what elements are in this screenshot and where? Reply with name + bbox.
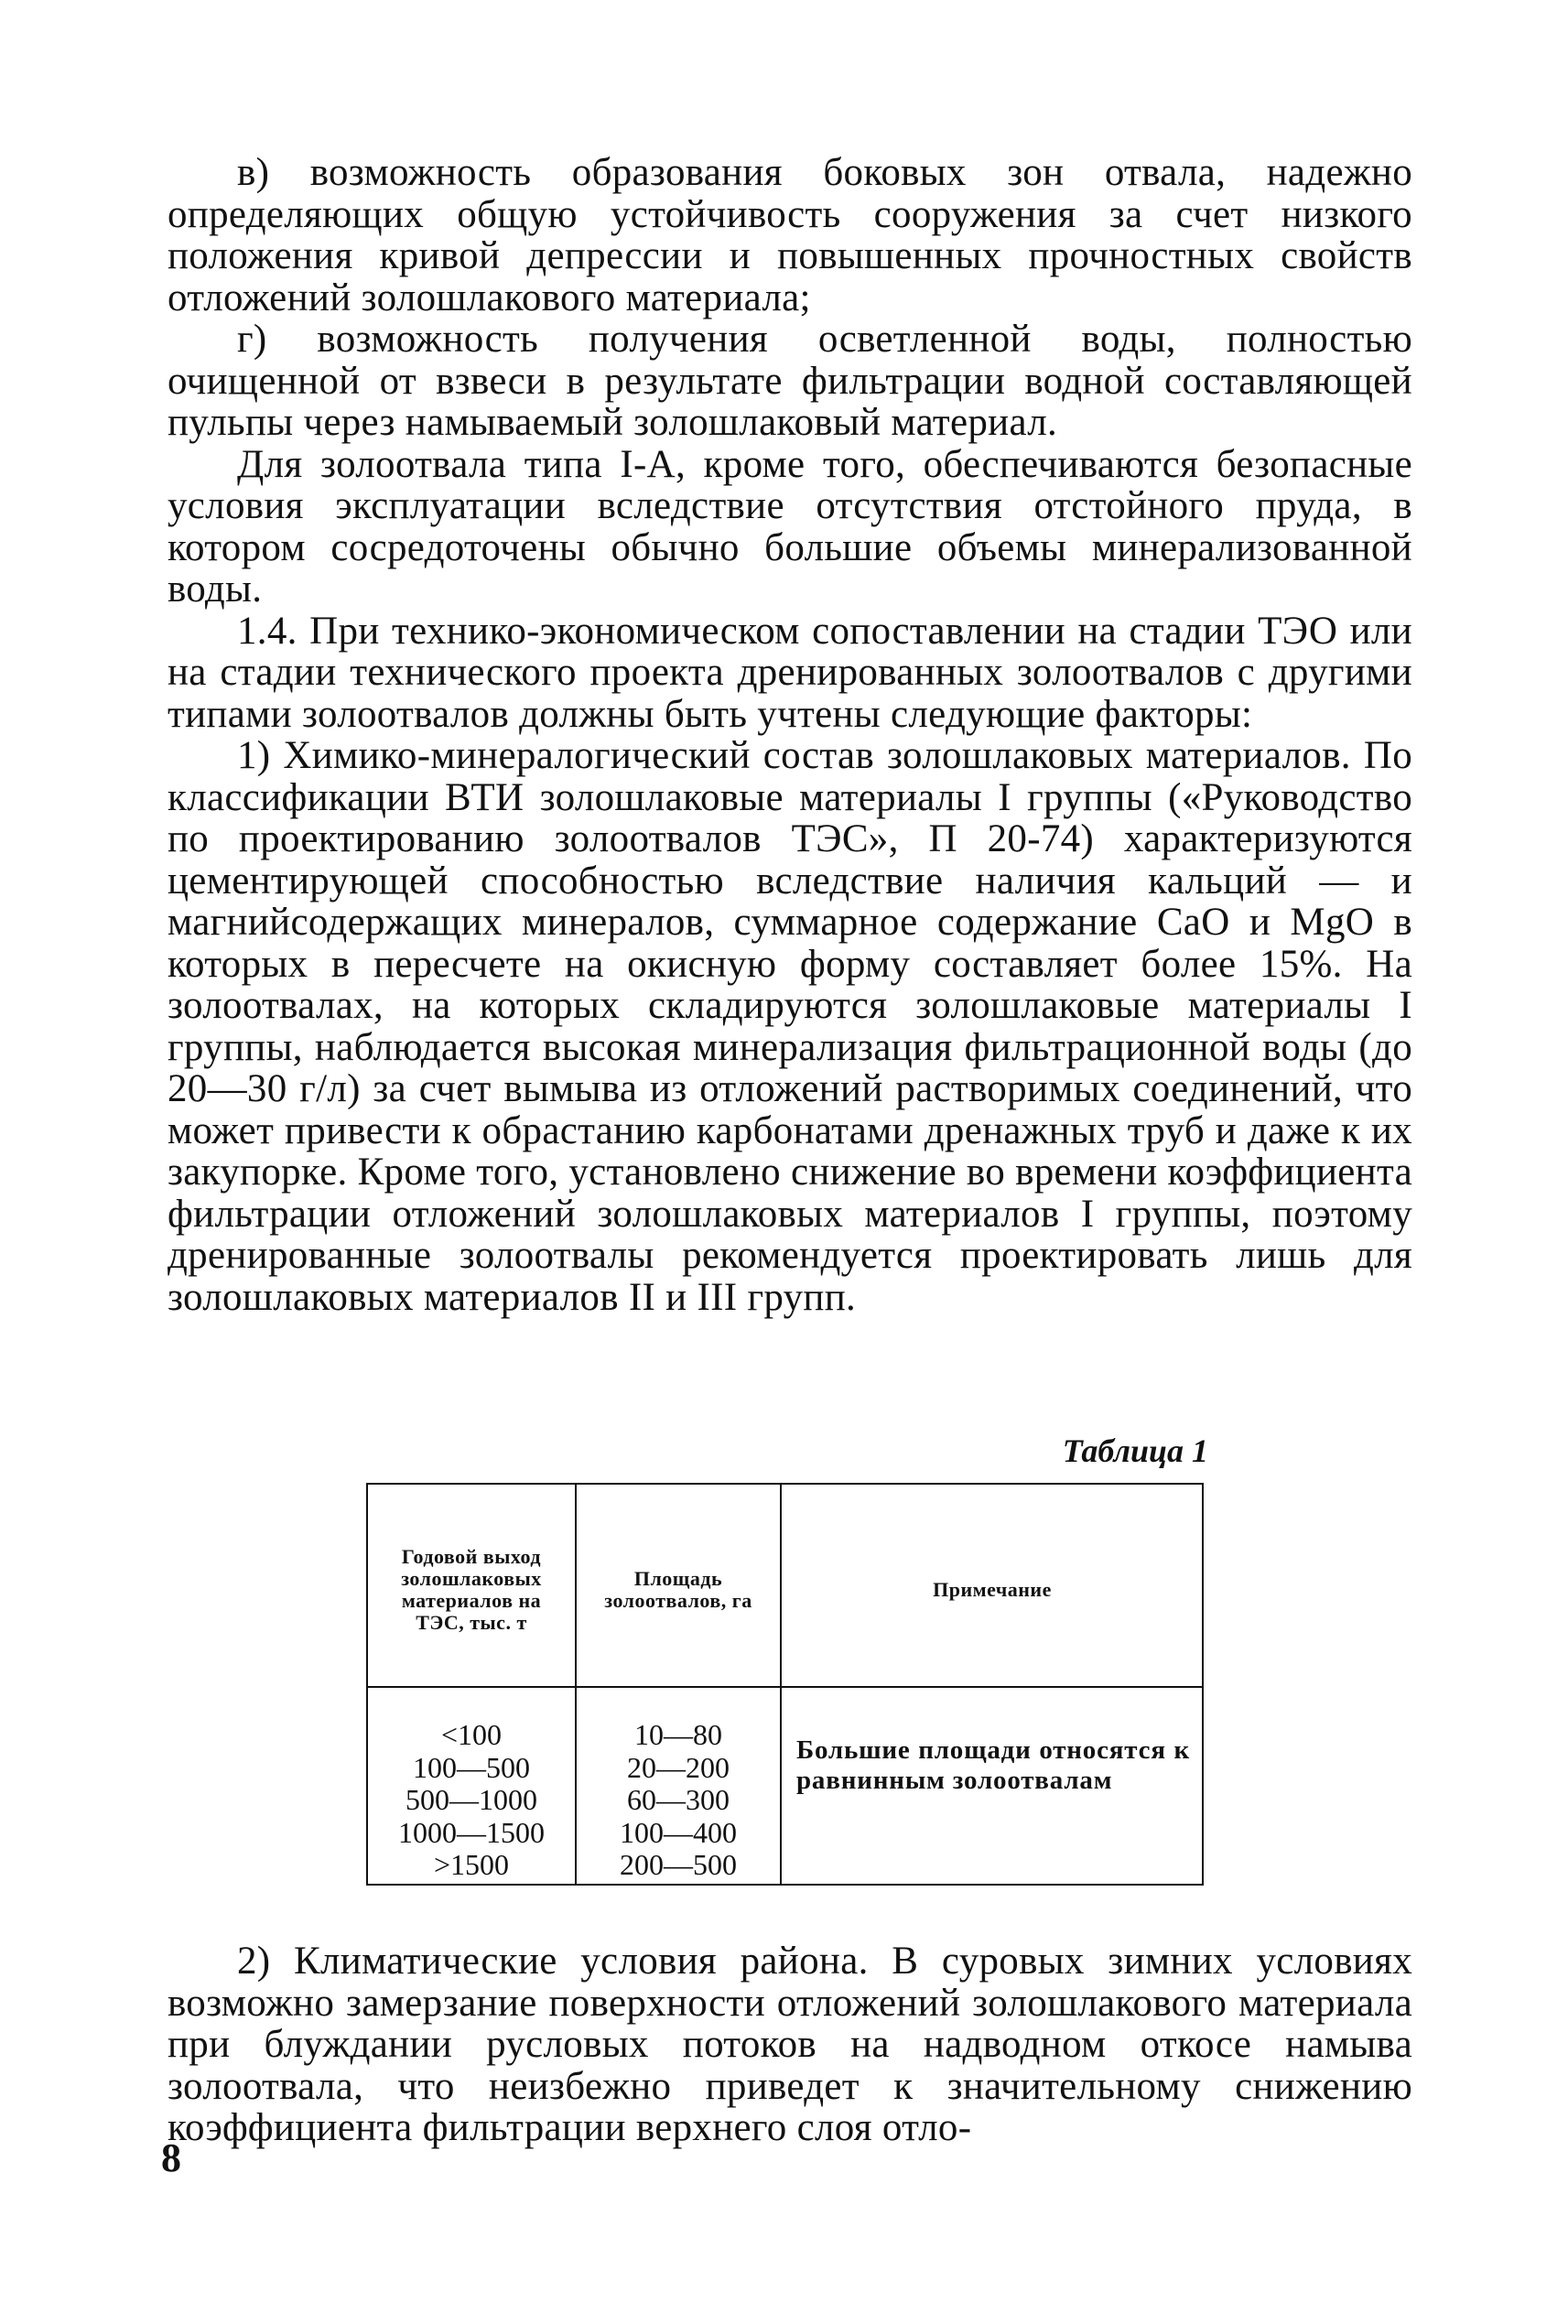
paragraph-type-1a: Для золоотвала типа I-А, кроме того, обеспечиваются безопасные условия эксплуатации вследствие отсутствия отстойного пруда, в котором сосредоточены обычно большие объемы минерализованной воды. bbox=[168, 442, 1412, 611]
paragraph-factor-2: 2) Климатические условия района. В суровых зимних условиях возможно замерзание поверхности отложений золошлакового материала при блуждании русловых потоков на надводном откосе намыва золоотвала, что неизбежно приведет к значительному снижению коэффициента фильтрации верхнего слоя отло- bbox=[168, 1940, 1412, 2149]
table-cell: >1500 bbox=[433, 1848, 510, 1881]
paragraph-1-4: 1.4. При технико-экономическом сопоставлении на стадии ТЭО или на стадии технического проекта дренированных золоотвалов с другими типами золоотвалов должны быть учтены следующие факторы: bbox=[168, 609, 1412, 736]
page-number: 8 bbox=[161, 2135, 181, 2180]
table-header-rule bbox=[366, 1686, 1204, 1688]
table-cell: 500—1000 bbox=[406, 1783, 537, 1816]
table-column-area bbox=[584, 1719, 773, 1882]
table-header-note: Примечание bbox=[933, 1578, 1052, 1601]
paragraph-factor-1: 1) Химико-минералогический состав золошлаковых материалов. По классификации ВТИ золошлаковые материалы I группы («Руководство по проектированию золоотвалов ТЭС», П 20-74) характеризуются цементирующей способностью вследствие наличия кальций — и магнийсодержащих минералов, суммарное содержание СаО и MgO в которых в пересчете на окисную форму составляет более 15%. На золоотвалах, на которых складируются золошлаковые материалы I группы, наблюдается высокая минерализация фильтрационной воды (до 20—30 г/л) за счет вымыва из отложений растворимых соединений, что может привести к обрастанию карбонатами дренажных труб и даже к их закупорке. Кроме того, установлено снижение во времени коэффициента фильтрации отложений золошлаковых материалов I группы, поэтому дренированные золоотвалы рекомендуется проектировать лишь для золошлаковых материалов II и III групп. bbox=[168, 734, 1412, 1319]
table-column-annual-output bbox=[375, 1719, 568, 1882]
paragraph-g: г) возможность получения осветленной воды, полностью очищенной от взвеси в результате фильтрации водной составляющей пульпы через намываемый золошлаковый материал. bbox=[168, 318, 1412, 444]
table-cell: 60—300 bbox=[627, 1783, 730, 1816]
table-top-rule bbox=[366, 1483, 1204, 1485]
table-cell-note: Большие площади относятся к равнинным золоотвалам bbox=[796, 1735, 1190, 1795]
body-text-top bbox=[168, 152, 1412, 1318]
table-caption: Таблица 1 bbox=[1062, 1432, 1208, 1469]
table-column-divider bbox=[780, 1483, 782, 1886]
table-cell: 1000—1500 bbox=[398, 1815, 545, 1849]
body-text-bottom bbox=[168, 1940, 1412, 2149]
table-cell: 100—400 bbox=[620, 1815, 737, 1849]
table-1 bbox=[366, 1483, 1204, 1886]
table-cell: 200—500 bbox=[620, 1848, 737, 1881]
table-bottom-rule bbox=[366, 1884, 1204, 1886]
table-left-border bbox=[366, 1483, 368, 1886]
paragraph-v: в) возможность образования боковых зон отвала, надежно определяющих общую устойчивость сооружения за счет низкого положения кривой депрессии и повышенных прочностных свойств отложений золошлакового материала; bbox=[168, 151, 1412, 319]
table-cell: <100 bbox=[440, 1718, 503, 1751]
table-header-annual-output: Годовой выход золошлаковых материалов на ТЭС, тыс. т bbox=[401, 1545, 542, 1634]
table-column-divider bbox=[575, 1483, 577, 1886]
table-header-area: Площадь золоотвалов, га bbox=[604, 1567, 752, 1612]
table-cell: 100—500 bbox=[413, 1750, 530, 1784]
table-right-border bbox=[1202, 1483, 1204, 1886]
table-cell: 20—200 bbox=[627, 1750, 730, 1784]
table-cell: 10—80 bbox=[634, 1718, 722, 1751]
